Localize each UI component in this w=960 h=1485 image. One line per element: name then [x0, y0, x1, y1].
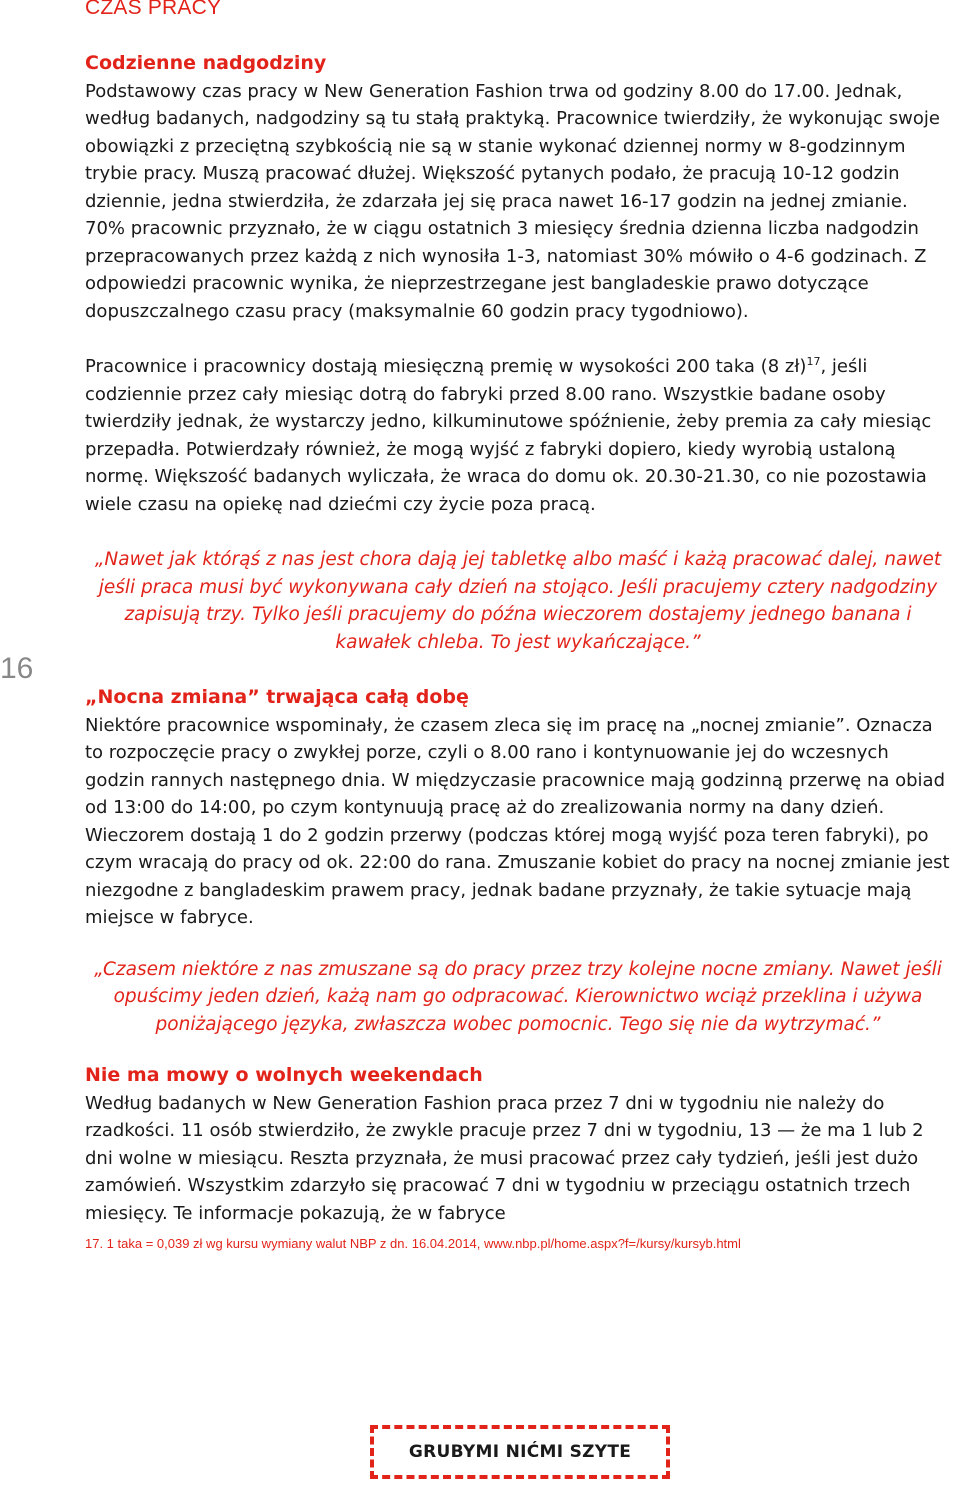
heading-night-shift: „Nocna zmiana” trwająca całą dobę [85, 686, 469, 708]
paragraph-overtime: Podstawowy czas pracy w New Generation Fashion trwa od godziny 8.00 do 17.00. Jednak, według badanych, nadgodziny są tu stałą praktyką. Pracownice twierdziły, że wykonując swoje obowiązki z przeciętną szybkością nie są w stanie wykonać dziennej normy w 8-godzinnym trybie pracy. Muszą pracować dłużej. Większość pytanych podało, że pracują 10-12 godzin dziennie, jedna stwierdziła, że zdarzała jej się praca nawet 16-17 godzin na jednej zmianie. 70% pracownic przyznało, że w ciągu ostatnich 3 miesięcy średnia dzienna liczba nadgodzin przepracowanych przez każdą z nich wynosiła 1-3, natomiast 30% mówiło o 4-6 godzinach. Z odpowiedzi pracownic wynika, że nieprzestrzegane jest bangladeskie prawo dotyczące dopuszczalnego czasu pracy (maksymalnie 60 godzin pracy tygodniowo). [85, 80, 940, 322]
paragraph-bonus-end: , jeśli codziennie przez cały miesiąc dotrą do fabryki przed 8.00 rano. Wszystkie badane osoby twierdziły jednak, że wystarczy jedno, kilkuminutowe spóźnienie, żeby premia za cały miesiąc przepadła. Potwierdzały również, że mogą wyjść z fabryki dopiero, kiedy wyrobią ustaloną normę. Większość badanych wyliczała, że wraca do domu ok. 20.30-21.30, co nie pozostawia wiele czasu na opiekę nad dziećmi czy życie poza pracą. [85, 356, 932, 515]
footnote-ref: 17 [806, 355, 821, 368]
worker-quote-2: „Czasem niektóre z nas zmuszane są do pracy przez trzy kolejne nocne zmiany. Nawet jeśli opuścimy jeden dzień, każą nam go odpracować. Kierownictwo wciąż przeklina i używa poniżającego języka, zwłaszcza wobec pomocnic. Tego się nie da wytrzymać.” [94, 958, 942, 1035]
heading-weekends: Nie ma mowy o wolnych weekendach [85, 1064, 483, 1086]
worker-quote-1: „Nawet jak którąś z nas jest chora dają jej tabletkę albo maść i każą pracować dalej, nawet jeśli praca musi być wykonywana cały dzień na stojąco. Jeśli pracujemy cztery nadgodziny zapisują trzy. Tylko jeśli pracujemy do późna wieczorem dostajemy jednego banana i kawałek chleba. To jest wykańczające.” [94, 549, 942, 653]
paragraph-bonus-start: Pracownice i pracownicy dostają miesięczną premię w wysokości 200 taka (8 zł) [85, 356, 807, 377]
section-label: CZAS PRACY [85, 0, 222, 19]
article-body [85, 50, 951, 1253]
paragraph-bonus [85, 353, 951, 518]
paragraph-weekends: Według badanych w New Generation Fashion praca przez 7 dni w tygodniu nie należy do rzadkości. 11 osób stwierdziło, że zwykle pracuje przez 7 dni w tygodniu, 13 — że ma 1 lub 2 dni wolne w miesiącu. Reszta przyznała, że musi pracować przez cały tydzień, jeśli jest dużo zamówień. Wszystkim zdarzyło się pracować 7 dni w tygodniu w przeciągu ostatnich trzech miesięcy. Te informacje pokazują, że w fabryce [85, 1092, 924, 1224]
brand-label: GRUBYMI NIĆMI SZYTE [370, 1425, 670, 1479]
page-number: 16 [0, 652, 34, 685]
heading-overtime: Codzienne nadgodziny [85, 52, 327, 74]
footnote: 17. 1 taka = 0,039 zł wg kursu wymiany walut NBP z dn. 16.04.2014, www.nbp.pl/home.aspx?f=/kursy/kursyb.html [85, 1236, 741, 1251]
paragraph-night-shift: Niektóre pracownice wspominały, że czasem zleca się im pracę na „nocnej zmianie”. Oznacza to rozpoczęcie pracy o zwykłej porze, czyli o 8.00 rano i kontynuowanie jej do wczesnych godzin rannych następnego dnia. W międzyczasie pracownice mają godzinną przerwę na obiad od 13:00 do 14:00, po czym kontynuują pracę aż do zrealizowania normy na dany dzień. Wieczorem dostają 1 do 2 godzin przerwy (podczas której mogą wyjść poza teren fabryki), po czym wracają do pracy od ok. 22:00 do rana. Zmuszanie kobiet do pracy na nocnej zmianie jest niezgodne z bangladeskim prawem pracy, jednak badane przyznały, że takie sytuacje mają miejsce w fabryce. [85, 714, 950, 928]
